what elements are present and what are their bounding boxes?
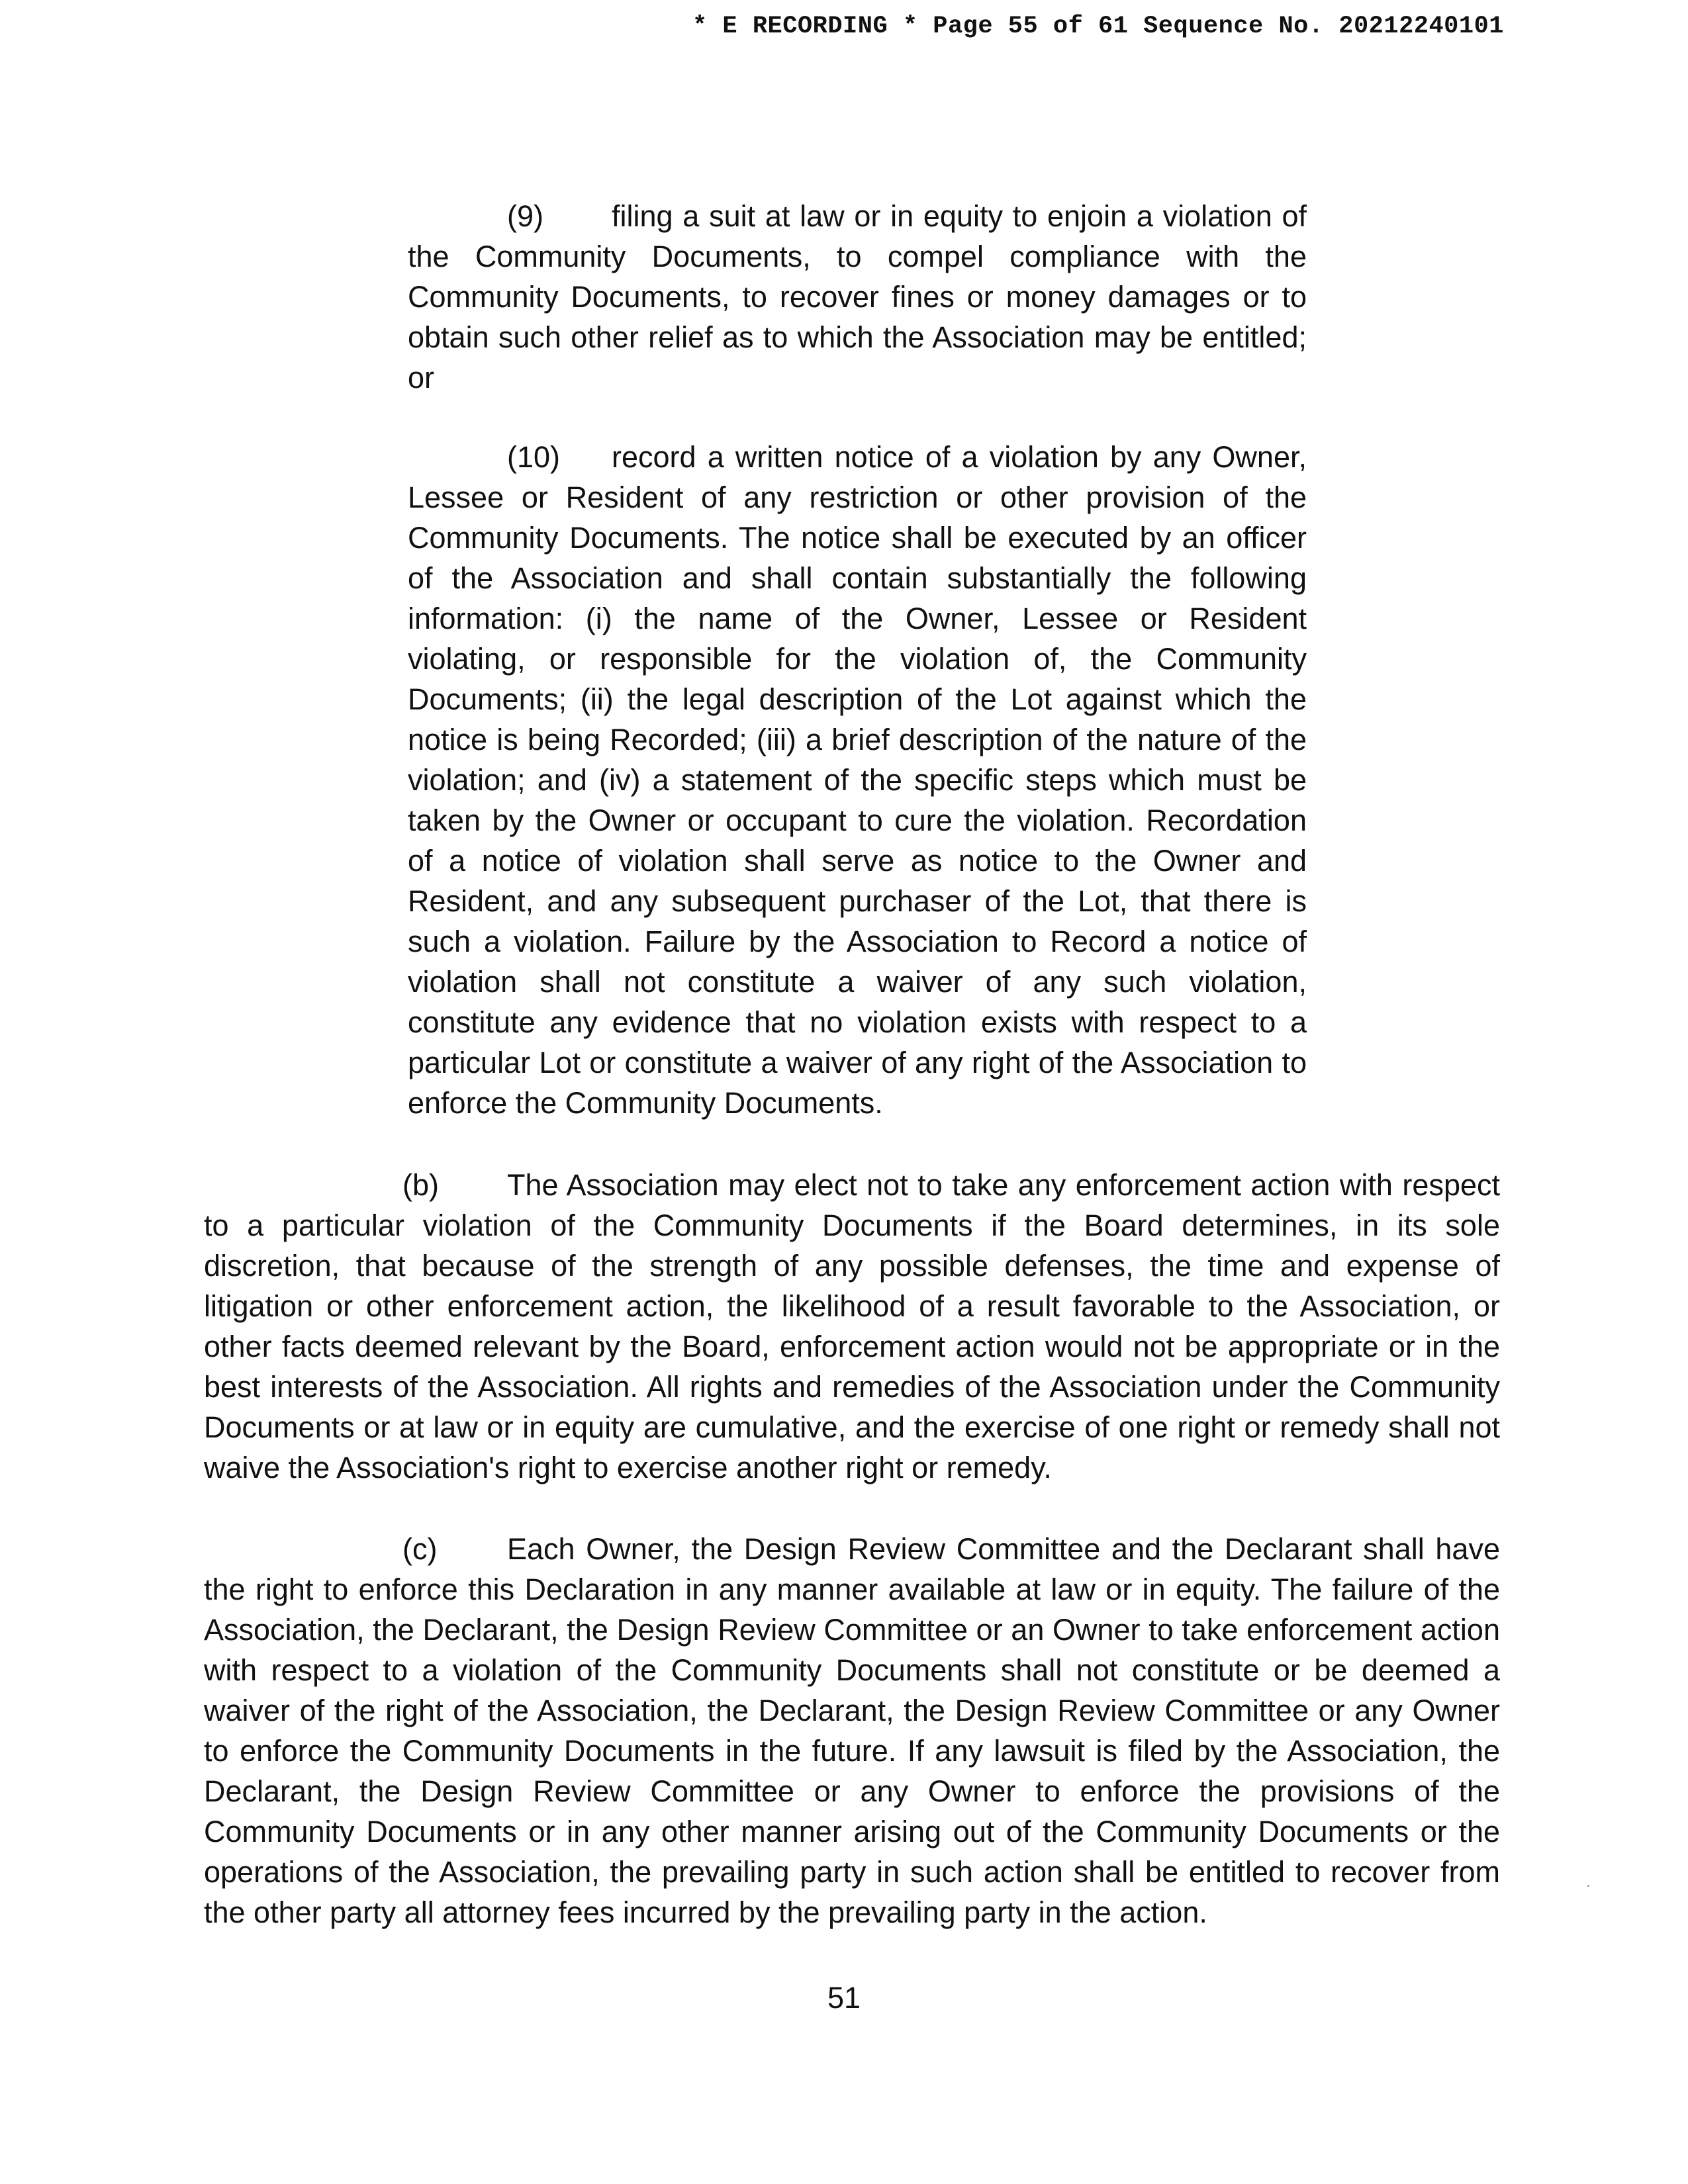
recording-stamp-header: * E RECORDING * Page 55 of 61 Sequence No. 20212240101 (692, 13, 1504, 40)
paragraph-10-text: record a written notice of a violation by any Owner, Lessee or Resident of any restriction or other provision of the Community Documents. The notice shall be executed by an officer of the Association and shall contain substantially the following information: (i) the name of the Owner, Lessee or Resident violating, or responsible for the violation of, the Community Documents; (ii) the legal description of the Lot against which the notice is being Recorded; (iii) a brief description of the nature of the violation; and (iv) a statement of the specific steps which must be taken by the Owner or occupant to cure the violation. Recordation of a notice of violation shall serve as notice to the Owner and Resident, and any subsequent purchaser of the Lot, that there is such a violation. Failure by the Association to Record a notice of violation shall not constitute a waiver of any such violation, constitute any evidence that no violation exists with respect to a particular Lot or constitute a waiver of any right of the Association to enforce the Community Documents. (408, 440, 1307, 1120)
paragraph-c-marker: (c) (402, 1532, 438, 1566)
paragraph-10 (408, 437, 1307, 1123)
paragraph-9 (408, 196, 1307, 398)
paragraph-b-marker: (b) (402, 1168, 439, 1202)
paragraph-c (204, 1529, 1500, 1933)
scan-speck (1587, 1885, 1589, 1887)
paragraph-b (204, 1165, 1500, 1488)
paragraph-c-text: Each Owner, the Design Review Committee and the Declarant shall have the right to enforce this Declaration in any manner available at law or in equity. The failure of the Association, the Declarant, the Design Review Committee or an Owner to take enforcement action with respect to a violation of the Community Documents shall not constitute or be deemed a waiver of the right of the Association, the Declarant, the Design Review Committee or any Owner to enforce the Community Documents in the future. If any lawsuit is filed by the Association, the Declarant, the Design Review Committee or any Owner to enforce the provisions of the Community Documents or in any other manner arising out of the Community Documents or the operations of the Association, the prevailing party in such action shall be entitled to recover from the other party all attorney fees incurred by the prevailing party in the action. (204, 1532, 1500, 1929)
paragraph-10-marker: (10) (507, 440, 561, 474)
paragraph-b-text: The Association may elect not to take any enforcement action with respect to a particular violation of the Community Documents if the Board determines, in its sole discretion, that because of the strength of any possible defenses, the time and expense of litigation or other enforcement action, the likelihood of a result favorable to the Association, or other facts deemed relevant by the Board, enforcement action would not be appropriate or in the best interests of the Association. All rights and remedies of the Association under the Community Documents or at law or in equity are cumulative, and the exercise of one right or remedy shall not waive the Association's right to exercise another right or remedy. (204, 1168, 1500, 1484)
page-number: 51 (827, 1981, 861, 2015)
paragraph-9-marker: (9) (507, 199, 543, 233)
paragraph-9-text: filing a suit at law or in equity to enjoin a violation of the Community Documents, to compel compliance with the Community Documents, to recover fines or money damages or to obtain such other relief as to which the Association may be entitled; or (408, 199, 1307, 394)
